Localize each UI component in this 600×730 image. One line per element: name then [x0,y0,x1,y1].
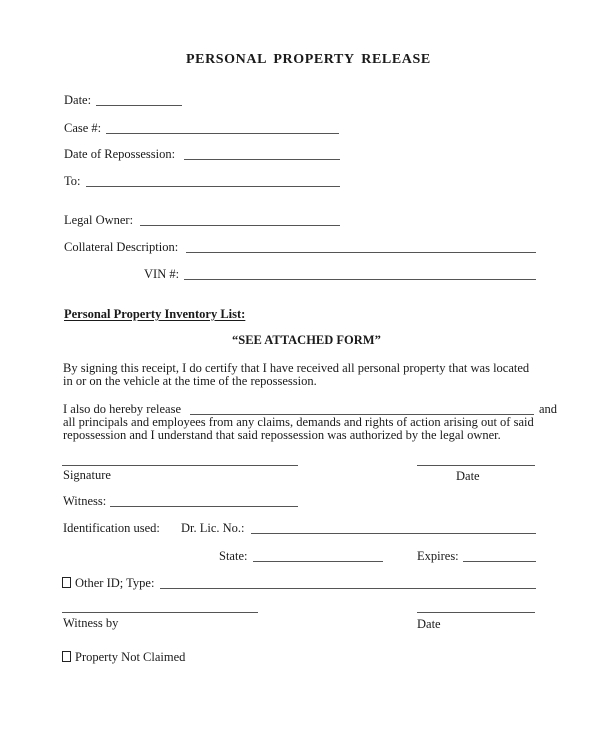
witness-by-field-line[interactable] [62,612,258,613]
property-not-claimed-checkbox[interactable] [62,651,71,662]
collateral-description-field-line[interactable] [186,252,536,253]
property-not-claimed-label: Property Not Claimed [75,650,186,664]
other-id-row [62,576,154,590]
date-label: Date: [64,93,92,107]
certify-line-2: in or on the vehicle at the time of the repossession. [63,374,317,388]
expires-label: Expires: [417,549,459,563]
other-id-field-line[interactable] [160,588,536,589]
signature-date-label: Date [456,469,480,483]
state-label: State: [219,549,248,563]
identification-label: Identification used: [63,521,160,535]
inventory-heading: Personal Property Inventory List: [64,307,246,321]
dr-lic-field-line[interactable] [251,533,536,534]
case-label: Case #: [64,121,102,135]
see-attached-form: “SEE ATTACHED FORM” [232,333,381,347]
vin-label: VIN #: [144,267,180,281]
signature-label: Signature [63,468,111,482]
vin-field-line[interactable] [184,279,536,280]
property-not-claimed-row [62,650,185,664]
witness-label: Witness: [63,494,107,508]
release-line-1-suffix: and [539,402,558,416]
signature-date-field-line[interactable] [417,465,535,466]
date-field-line[interactable] [96,105,182,106]
legal-owner-field-line[interactable] [140,225,340,226]
witness-by-date-label: Date [417,617,441,631]
release-line-1-prefix: I also do hereby release [63,402,181,416]
collateral-description-label: Collateral Description: [64,240,179,254]
release-line-3: repossession and I understand that said repossession was authorized by the legal owner. [63,428,501,442]
signature-field-line[interactable] [62,465,298,466]
witness-field-line[interactable] [110,506,298,507]
witness-by-date-field-line[interactable] [417,612,535,613]
release-line-2: all principals and employees from any claims, demands and rights of action arising out of said [63,415,534,429]
to-label: To: [64,174,81,188]
witness-by-label: Witness by [63,616,119,630]
other-id-checkbox[interactable] [62,577,71,588]
other-id-label: Other ID; Type: [75,576,155,590]
state-field-line[interactable] [253,561,383,562]
date-repossession-field-line[interactable] [184,159,340,160]
certify-line-1: By signing this receipt, I do certify that I have received all personal property that was located [63,361,530,375]
to-field-line[interactable] [86,186,340,187]
case-field-line[interactable] [106,133,339,134]
dr-lic-label: Dr. Lic. No.: [181,521,245,535]
legal-owner-label: Legal Owner: [64,213,134,227]
date-repossession-label: Date of Repossession: [64,147,176,161]
page-title: PERSONAL PROPERTY RELEASE [186,52,431,67]
expires-field-line[interactable] [463,561,536,562]
